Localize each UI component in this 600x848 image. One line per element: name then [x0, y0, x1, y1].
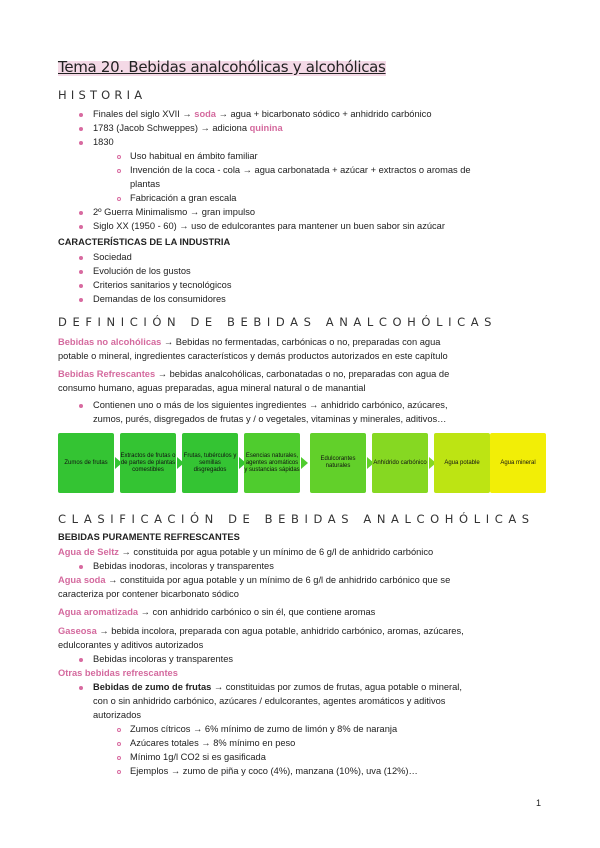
list-item: Criterios sanitarios y tecnológicos	[93, 280, 232, 290]
subsection-heading: BEBIDAS PURAMENTE REFRESCANTES	[58, 532, 240, 542]
list-item: Finales del siglo XVII → soda → agua + bicarbonato sódico + anhidrido carbónico	[93, 109, 432, 119]
page-number: 1	[535, 798, 541, 808]
flow-box: Anhídrido carbónico	[372, 433, 428, 493]
bullet-dot	[79, 565, 83, 569]
definition-line: Agua soda → constituida por agua potable y un mínimo de 6 g/l de anhidrido carbónico que se	[58, 575, 451, 585]
flow-box: Extractos de frutas o de partes de plantas comestibles	[120, 433, 176, 493]
bullet-dot	[79, 225, 83, 229]
bullet-dot	[79, 141, 83, 145]
list-item: Sociedad	[93, 252, 132, 262]
sub-bullet-circle	[117, 742, 121, 746]
list-item: Siglo XX (1950 - 60) → uso de edulcorantes para mantener un buen sabor sin azúcar	[93, 221, 445, 231]
flow-box: Edulcorantes naturales	[310, 433, 366, 493]
sub-list-item-continuation: plantas	[130, 179, 160, 189]
sub-bullet-circle	[117, 756, 121, 760]
bullet-dot	[79, 211, 83, 215]
ingredients-flow-diagram	[58, 433, 544, 495]
list-item: Bebidas inodoras, incoloras y transparentes	[93, 561, 274, 571]
sub-list-item: Zumos cítricos → 6% mínimo de zumo de limón y 8% de naranja	[130, 724, 398, 734]
industria-heading: CARACTERÍSTICAS DE LA INDUSTRIA	[58, 237, 231, 247]
definition-line: potable o mineral, ingredientes característicos y demás productos autorizados en este capítulo	[58, 351, 448, 361]
list-item: Evolución de los gustos	[93, 266, 191, 276]
flow-box: Frutas, tubérculos y semillas disgregados	[182, 433, 238, 493]
bullet-dot	[79, 686, 83, 690]
list-item-continuation: autorizados	[93, 710, 142, 720]
bullet-dot	[79, 284, 83, 288]
section-heading-definicion: DEFINICIÓN DE BEBIDAS ANALCOHÓLICAS	[58, 315, 498, 329]
list-item: 1830	[93, 137, 114, 147]
flow-box: Agua mineral	[490, 433, 546, 493]
sub-list-item: Invención de la coca - cola → agua carbonatada + azúcar + extractos o aromas de	[130, 165, 471, 175]
sub-list-item: Azúcares totales → 8% mínimo en peso	[130, 738, 296, 748]
list-item: Demandas de los consumidores	[93, 294, 226, 304]
bullet-dot	[79, 113, 83, 117]
definition-line: Agua aromatizada → con anhidrido carbónico o sin él, que contiene aromas	[58, 607, 376, 617]
definition-line: caracteriza por contener bicarbonato sódico	[58, 589, 239, 599]
list-item: Bebidas de zumo de frutas → constituidas por zumos de frutas, agua potable o mineral,	[93, 682, 462, 692]
bullet-dot	[79, 404, 83, 408]
bullet-dot	[79, 127, 83, 131]
list-item-continuation: zumos, purés, disgregados de frutas y / o vegetales, vitaminas y minerales, aditivos…	[93, 414, 447, 424]
section-heading-historia: HISTORIA	[58, 88, 147, 102]
sub-list-item: Mínimo 1g/l CO2 si es gasificada	[130, 752, 266, 762]
list-item-continuation: con o sin anhidrido carbónico, azúcares / edulcorantes, agentes aromáticos y aditivos	[93, 696, 446, 706]
definition-line: Bebidas Refrescantes → bebidas analcohólicas, carbonatadas o no, preparadas con agua de	[58, 369, 450, 379]
flow-box: Zumos de frutas	[58, 433, 114, 493]
bullet-dot	[79, 658, 83, 662]
sub-list-item: Ejemplos → zumo de piña y coco (4%), manzana (10%), uva (12%)…	[130, 766, 418, 776]
bullet-dot	[79, 270, 83, 274]
flow-arrow	[301, 457, 308, 469]
flow-box: Agua potable	[434, 433, 490, 493]
definition-line: edulcorantes y aditivos autorizados	[58, 640, 204, 650]
sub-bullet-circle	[117, 770, 121, 774]
page-title: Tema 20. Bebidas analcohólicas y alcohólicas	[58, 58, 386, 76]
definition-line: Gaseosa → bebida incolora, preparada con agua potable, anhidrido carbónico, aromas, azúcares,	[58, 626, 464, 636]
sub-bullet-circle	[117, 197, 121, 201]
bullet-dot	[79, 256, 83, 260]
definition-line: consumo humano, aguas preparadas, agua mineral natural o de manantial	[58, 383, 366, 393]
otras-heading: Otras bebidas refrescantes	[58, 668, 178, 678]
definition-line: Bebidas no alcohólicas → Bebidas no fermentadas, carbónicas o no, preparadas con agua	[58, 337, 441, 347]
list-item: Contienen uno o más de los siguientes ingredientes → anhidrido carbónico, azúcares,	[93, 400, 448, 410]
list-item: 2º Guerra Minimalismo → gran impulso	[93, 207, 256, 217]
sub-bullet-circle	[117, 728, 121, 732]
definition-line: Agua de Seltz → constituida por agua potable y un mínimo de 6 g/l de anhidrido carbónico	[58, 547, 434, 557]
flow-box: Esencias naturales, agentes aromáticos y sustancias sápidas	[244, 433, 300, 493]
list-item: Bebidas incoloras y transparentes	[93, 654, 234, 664]
sub-list-item: Uso habitual en ámbito familiar	[130, 151, 258, 161]
list-item: 1783 (Jacob Schweppes) → adiciona quinina	[93, 123, 283, 133]
bullet-dot	[79, 298, 83, 302]
sub-bullet-circle	[117, 155, 121, 159]
sub-bullet-circle	[117, 169, 121, 173]
sub-list-item: Fabricación a gran escala	[130, 193, 237, 203]
section-heading-clasificacion: CLASIFICACIÓN DE BEBIDAS ANALCOHÓLICAS	[58, 512, 535, 526]
